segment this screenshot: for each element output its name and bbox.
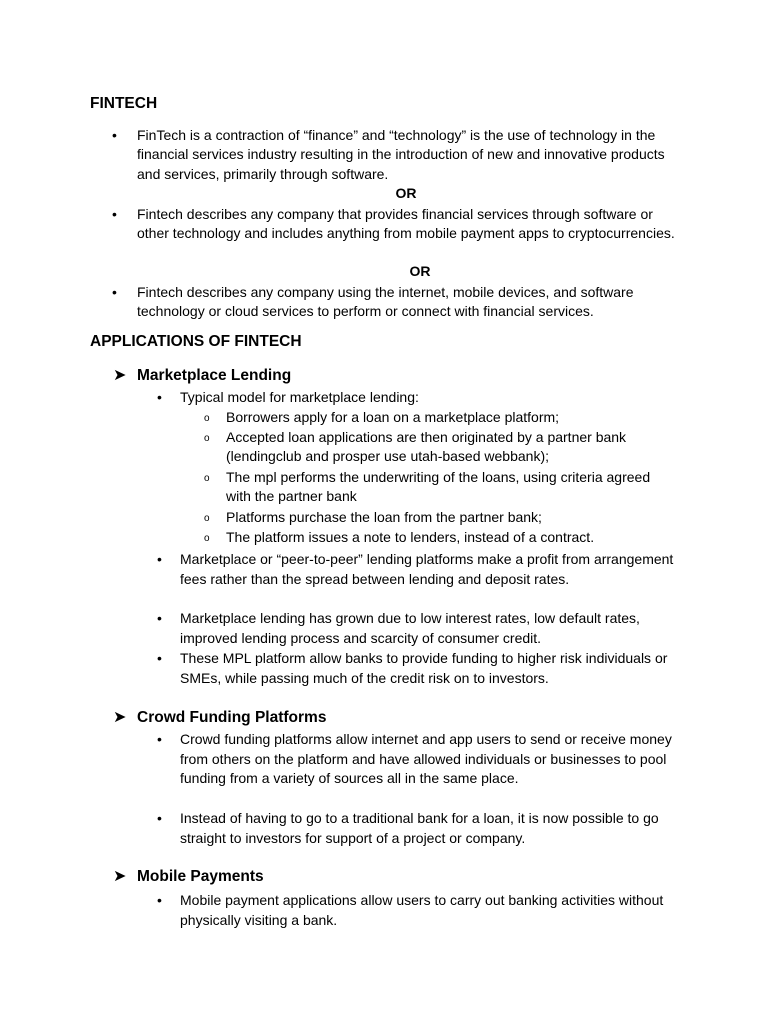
subheading-crowd-funding [113,708,326,728]
bullet-icon: • [157,810,162,826]
bullet-text: Fintech describes any company that provides financial services through software or other technology and includes anything from mobile payment apps to cryptocurrencies. [137,206,675,242]
arrow-bullet-icon: ➤ [113,709,127,726]
sub-bullet-text: Borrowers apply for a loan on a marketplace platform; [226,409,560,425]
bullet-text: Crowd funding platforms allow internet and app users to send or receive money from others on the platform and have allowed individuals or businesses to pool funding from a variety of sources all in the same place. [180,731,672,787]
bullet-text: These MPL platform allow banks to provide funding to higher risk individuals or SMEs, while passing much of the credit risk on to investors. [180,650,668,686]
subheading-mobile-payments [113,867,264,887]
bullet-icon: • [157,389,162,405]
arrow-bullet-icon: ➤ [113,367,127,384]
or-separator: OR [395,185,417,201]
subheading-marketplace-lending [113,366,291,386]
bullet-icon: • [112,206,117,222]
subheading-label: Crowd Funding Platforms [137,709,327,726]
section-heading-applications: APPLICATIONS OF FINTECH [90,333,302,350]
or-separator: OR [409,263,431,279]
bullet-text: Fintech describes any company using the internet, mobile devices, and software technology or cloud services to perform or connect with financial services. [137,284,634,320]
sub-bullet-text: The mpl performs the underwriting of the loans, using criteria agreed with the partner bank [226,469,651,505]
bullet-icon: • [112,127,117,143]
sub-bullet-text: Accepted loan applications are then originated by a partner bank (lendingclub and prosper use utah-based webbank); [226,429,627,465]
sub-bullet-text: Platforms purchase the loan from the partner bank; [226,509,542,525]
bullet-text: FinTech is a contraction of “finance” and “technology” is the use of technology in the financial services industry resulting in the introduction of new and innovative products and services, primarily through software. [137,127,665,182]
bullet-icon: • [157,551,162,567]
bullet-text: Mobile payment applications allow users to carry out banking activities without physically visiting a bank. [180,892,664,928]
bullet-icon: • [112,284,117,300]
circle-bullet-icon: o [204,413,210,424]
bullet-icon: • [157,610,162,626]
bullet-text: Marketplace lending has grown due to low interest rates, low default rates, improved lending process and scarcity of consumer credit. [180,610,640,646]
bullet-text: Marketplace or “peer-to-peer” lending platforms make a profit from arrangement fees rather than the spread between lending and deposit rates. [180,551,674,587]
arrow-bullet-icon: ➤ [113,868,127,885]
section-heading-fintech: FINTECH [90,95,158,112]
subheading-label: Mobile Payments [137,868,264,885]
subheading-label: Marketplace Lending [137,367,292,384]
bullet-text: Instead of having to go to a traditional bank for a loan, it is now possible to go straight to investors for support of a project or company. [180,810,659,846]
circle-bullet-icon: o [204,513,210,524]
bullet-icon: • [157,650,162,666]
bullet-icon: • [157,892,162,908]
circle-bullet-icon: o [204,473,210,484]
sub-bullet-text: The platform issues a note to lenders, instead of a contract. [226,529,595,545]
bullet-text: Typical model for marketplace lending: [180,389,419,405]
circle-bullet-icon: o [204,433,210,444]
bullet-icon: • [157,731,162,747]
circle-bullet-icon: o [204,533,210,544]
